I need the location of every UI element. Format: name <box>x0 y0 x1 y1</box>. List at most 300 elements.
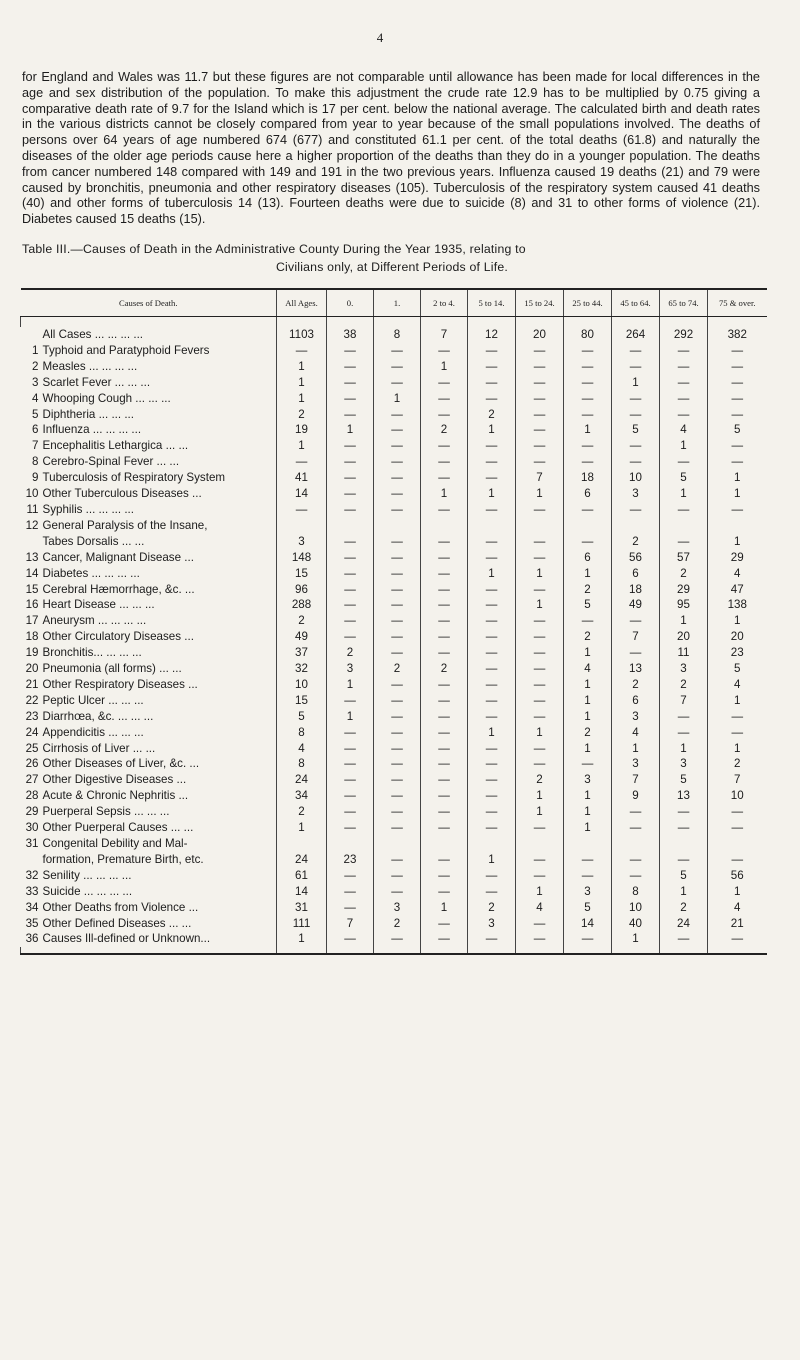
value-cell: — <box>468 772 516 788</box>
value-cell: — <box>327 693 374 709</box>
value-cell: 1 <box>516 788 564 804</box>
cause-label: Other Diseases of Liver, &c. ... <box>42 757 200 771</box>
value-cell: — <box>374 756 421 772</box>
value-cell: 3 <box>612 709 660 725</box>
value-cell: 3 <box>612 486 660 502</box>
row-number: 3 <box>32 375 39 389</box>
value-cell: 4 <box>708 900 767 916</box>
value-cell: — <box>421 645 468 661</box>
value-cell: 20 <box>516 327 564 343</box>
cause-cell <box>21 804 277 820</box>
row-number: 27 <box>25 773 39 787</box>
value-cell: 1 <box>564 422 612 438</box>
value-cell: — <box>516 502 564 518</box>
value-cell: — <box>374 788 421 804</box>
value-cell: 56 <box>612 550 660 566</box>
cause-cell <box>21 756 277 772</box>
row-number: 29 <box>25 805 39 819</box>
value-cell: 1 <box>277 359 327 375</box>
value-cell: — <box>516 693 564 709</box>
table-row <box>21 836 767 868</box>
cause-cell <box>21 597 277 613</box>
value-cell: 29 <box>708 550 767 566</box>
cause-cell <box>21 566 277 582</box>
value-cell: 3 <box>564 884 612 900</box>
header-cell: Causes of Death. <box>21 289 277 317</box>
value-cell: 111 <box>277 916 327 932</box>
value-cell: — <box>660 725 708 741</box>
table-row <box>21 884 767 900</box>
value-cell: — <box>468 804 516 820</box>
value-cell: — <box>327 566 374 582</box>
value-cell: 1 <box>564 741 612 757</box>
row-number: 10 <box>25 487 39 501</box>
value-cell: — <box>421 756 468 772</box>
row-number: 16 <box>25 598 39 612</box>
cause-cell <box>21 788 277 804</box>
value-cell: 14 <box>277 486 327 502</box>
table-row <box>21 931 767 947</box>
value-cell: — <box>421 550 468 566</box>
cause-cell <box>21 454 277 470</box>
value-cell: — <box>660 804 708 820</box>
table-row <box>21 756 767 772</box>
value-cell: 2 <box>277 804 327 820</box>
value-cell: 1 <box>612 931 660 947</box>
value-cell: 4 <box>516 900 564 916</box>
value-cell: 24 <box>277 772 327 788</box>
value-cell: 9 <box>612 788 660 804</box>
header-cell: 5 to 14. <box>468 289 516 317</box>
value-cell: 6 <box>612 566 660 582</box>
value-cell: 1 <box>564 709 612 725</box>
cause-label: Cirrhosis of Liver ... ... <box>42 741 156 755</box>
value-cell: — <box>374 693 421 709</box>
value-cell: — <box>660 359 708 375</box>
header-cell: 15 to 24. <box>516 289 564 317</box>
value-cell: — <box>421 725 468 741</box>
value-cell: — <box>374 709 421 725</box>
value-cell: — <box>564 343 612 359</box>
row-number: 13 <box>25 550 39 564</box>
value-cell: — <box>327 756 374 772</box>
value-cell: — <box>660 454 708 470</box>
value-cell: 7 <box>660 693 708 709</box>
cause-cell <box>21 391 277 407</box>
cause-cell <box>21 629 277 645</box>
table-row <box>21 375 767 391</box>
value-cell: — <box>468 502 516 518</box>
value-cell: 1 <box>708 486 767 502</box>
value-cell: — <box>421 454 468 470</box>
row-number: 35 <box>25 916 39 930</box>
value-cell: 1 <box>516 597 564 613</box>
value-cell: — <box>374 407 421 423</box>
value-cell: 264 <box>612 327 660 343</box>
value-cell: — <box>564 931 612 947</box>
table-body <box>21 317 767 955</box>
value-cell: 1 <box>468 566 516 582</box>
value-cell: — <box>468 343 516 359</box>
body-paragraph: for England and Wales was 11.7 but these figures are not comparable until allowance has been made for local differences in the age and sex distribution of the population. To make this adjustment the crude rate 12.9 has to be multiplied by 0.75 giving a comparative death rate of 9.7 for the Island which is 17 per cent. below the national average. The calculated birth and death rates in the various districts cannot be closely compared from year to year because of the small populations involved. The deaths of persons over 64 years of age numbered 674 (677) and constituted 61.1 per cent. of the total deaths (61.8) and naturally the diseases of the older age periods cause here a higher proportion of the deaths than they do in a younger population. The deaths from cancer numbered 148 compared with 149 and 191 in the two previous years. Influenza caused 19 deaths (21) and 79 were caused by bronchitis, pneumonia and other respiratory diseases (105). Tuberculosis of the respiratory system caused 41 deaths (40) and other forms of tuberculosis 14 (13). Fourteen deaths were due to suicide (8) and 31 to other forms of violence (21). Diabetes caused 15 deaths (15). <box>22 70 760 227</box>
row-number: 14 <box>25 566 39 580</box>
cause-cell <box>21 900 277 916</box>
value-cell: — <box>421 868 468 884</box>
cause-label: Cerebral Hæmorrhage, &c. ... <box>42 582 195 596</box>
value-cell: 2 <box>421 422 468 438</box>
value-cell: 1 <box>660 884 708 900</box>
value-cell: 5 <box>564 900 612 916</box>
table-row <box>21 741 767 757</box>
table-row <box>21 900 767 916</box>
table-row <box>21 820 767 836</box>
row-number: 20 <box>25 662 39 676</box>
cause-cell <box>21 836 277 868</box>
value-cell: — <box>277 454 327 470</box>
value-cell: 7 <box>516 470 564 486</box>
value-cell: — <box>516 931 564 947</box>
value-cell: — <box>327 407 374 423</box>
value-cell: — <box>468 613 516 629</box>
value-cell: 1 <box>516 566 564 582</box>
value-cell: 1 <box>564 645 612 661</box>
value-cell: 1 <box>564 693 612 709</box>
value-cell: 2 <box>612 677 660 693</box>
cause-cell <box>21 422 277 438</box>
spacer-row <box>21 317 767 328</box>
value-cell: 7 <box>612 772 660 788</box>
value-cell: 47 <box>708 582 767 598</box>
value-cell: 2 <box>468 900 516 916</box>
value-cell: 382 <box>708 327 767 343</box>
value-cell: — <box>564 391 612 407</box>
value-cell: 4 <box>660 422 708 438</box>
value-cell: 31 <box>277 900 327 916</box>
value-cell: — <box>708 438 767 454</box>
value-cell: 4 <box>708 566 767 582</box>
table-row <box>21 597 767 613</box>
value-cell: 19 <box>277 422 327 438</box>
value-cell: — <box>564 359 612 375</box>
value-cell: — <box>516 756 564 772</box>
value-cell: — <box>516 677 564 693</box>
value-cell: — <box>708 391 767 407</box>
value-cell: — <box>708 836 767 868</box>
causes-of-death-table <box>20 288 767 955</box>
table-row <box>21 725 767 741</box>
cause-label: Diphtheria ... ... ... <box>42 407 134 421</box>
value-cell: — <box>421 884 468 900</box>
value-cell: 1 <box>327 677 374 693</box>
value-cell: — <box>421 772 468 788</box>
value-cell: — <box>468 931 516 947</box>
cause-label: Senility ... ... ... ... <box>42 868 132 882</box>
cause-cell <box>21 645 277 661</box>
header-cell: 1. <box>374 289 421 317</box>
table-row <box>21 582 767 598</box>
value-cell: — <box>374 645 421 661</box>
value-cell: — <box>327 820 374 836</box>
value-cell: — <box>468 582 516 598</box>
value-cell: 61 <box>277 868 327 884</box>
value-cell: — <box>374 582 421 598</box>
value-cell: — <box>374 836 421 868</box>
cause-label: Heart Disease ... ... ... <box>42 598 155 612</box>
value-cell: — <box>612 407 660 423</box>
value-cell: 3 <box>277 518 327 550</box>
value-cell: 1 <box>708 693 767 709</box>
value-cell: — <box>660 931 708 947</box>
cause-cell <box>21 438 277 454</box>
value-cell: — <box>660 375 708 391</box>
value-cell: — <box>421 836 468 868</box>
value-cell: 29 <box>660 582 708 598</box>
value-cell: 4 <box>708 677 767 693</box>
value-cell: 1 <box>564 820 612 836</box>
cause-label: Causes Ill-defined or Unknown... <box>42 932 211 946</box>
table-row <box>21 407 767 423</box>
value-cell: 2 <box>564 725 612 741</box>
table-row <box>21 645 767 661</box>
value-cell: — <box>374 566 421 582</box>
value-cell: — <box>374 438 421 454</box>
value-cell: 2 <box>327 645 374 661</box>
value-cell: — <box>374 820 421 836</box>
value-cell: — <box>516 550 564 566</box>
value-cell: — <box>516 582 564 598</box>
value-cell: 1 <box>327 709 374 725</box>
table-row <box>21 422 767 438</box>
value-cell: — <box>612 868 660 884</box>
cause-label: Other Circulatory Diseases ... <box>42 630 194 644</box>
value-cell: — <box>660 391 708 407</box>
value-cell: — <box>421 804 468 820</box>
row-number: 17 <box>25 614 39 628</box>
value-cell: — <box>516 375 564 391</box>
value-cell: — <box>708 931 767 947</box>
header-cell: 25 to 44. <box>564 289 612 317</box>
value-cell: 8 <box>277 725 327 741</box>
row-number: 12 <box>25 518 39 532</box>
cause-label: Other Tuberculous Diseases ... <box>42 487 202 501</box>
value-cell: — <box>516 645 564 661</box>
value-cell: — <box>660 836 708 868</box>
value-cell: — <box>421 518 468 550</box>
row-number: 1 <box>32 343 39 357</box>
value-cell: 1 <box>660 741 708 757</box>
value-cell: 10 <box>612 470 660 486</box>
value-cell: 1 <box>277 375 327 391</box>
value-cell: 24 <box>660 916 708 932</box>
value-cell: — <box>421 693 468 709</box>
value-cell: 5 <box>708 422 767 438</box>
value-cell: 13 <box>612 661 660 677</box>
cause-cell <box>21 772 277 788</box>
table-row <box>21 454 767 470</box>
value-cell: — <box>421 407 468 423</box>
value-cell: 1103 <box>277 327 327 343</box>
value-cell: — <box>516 422 564 438</box>
value-cell: — <box>327 502 374 518</box>
value-cell: 20 <box>660 629 708 645</box>
cause-label: Aneurysm ... ... ... ... <box>42 614 147 628</box>
value-cell: — <box>468 375 516 391</box>
value-cell: 2 <box>277 613 327 629</box>
value-cell: — <box>327 900 374 916</box>
value-cell: 2 <box>277 407 327 423</box>
value-cell: 10 <box>708 788 767 804</box>
value-cell: — <box>374 518 421 550</box>
cause-label: Scarlet Fever ... ... ... <box>42 375 151 389</box>
value-cell: 8 <box>374 327 421 343</box>
value-cell: — <box>421 582 468 598</box>
page-number: 4 <box>376 30 384 45</box>
value-cell: — <box>612 613 660 629</box>
value-cell: — <box>327 804 374 820</box>
value-cell: 11 <box>660 645 708 661</box>
value-cell: — <box>612 804 660 820</box>
value-cell: — <box>564 454 612 470</box>
value-cell: 80 <box>564 327 612 343</box>
value-cell: 1 <box>660 613 708 629</box>
table-caption <box>22 240 762 276</box>
value-cell: — <box>421 566 468 582</box>
value-cell: 41 <box>277 470 327 486</box>
value-cell: — <box>516 661 564 677</box>
value-cell: — <box>374 629 421 645</box>
value-cell: — <box>327 741 374 757</box>
value-cell: 2 <box>564 629 612 645</box>
value-cell: 1 <box>277 438 327 454</box>
cause-label: General Paralysis of the Insane, <box>42 518 208 532</box>
cause-cell <box>21 375 277 391</box>
value-cell: — <box>327 931 374 947</box>
value-cell: 1 <box>564 566 612 582</box>
value-cell: — <box>374 502 421 518</box>
value-cell: — <box>468 391 516 407</box>
row-number: 26 <box>25 757 39 771</box>
value-cell: 2 <box>612 518 660 550</box>
row-number: 7 <box>32 439 39 453</box>
value-cell: — <box>612 391 660 407</box>
value-cell: 1 <box>564 804 612 820</box>
value-cell: 1 <box>564 788 612 804</box>
value-cell: 4 <box>277 741 327 757</box>
table-row <box>21 613 767 629</box>
value-cell: 1 <box>660 486 708 502</box>
value-cell: 1 <box>277 391 327 407</box>
value-cell: — <box>374 343 421 359</box>
table-row <box>21 438 767 454</box>
cause-label: Diabetes ... ... ... ... <box>42 566 140 580</box>
spacer-row <box>21 947 767 954</box>
value-cell: 1 <box>516 486 564 502</box>
value-cell: 14 <box>277 884 327 900</box>
value-cell: 138 <box>708 597 767 613</box>
table-row <box>21 804 767 820</box>
value-cell: — <box>468 884 516 900</box>
value-cell: 2 <box>660 900 708 916</box>
cause-label: All Cases ... ... ... ... <box>42 328 144 341</box>
value-cell: 1 <box>564 677 612 693</box>
row-number: 34 <box>25 900 39 914</box>
value-cell: — <box>516 741 564 757</box>
value-cell: 5 <box>612 422 660 438</box>
value-cell: 49 <box>277 629 327 645</box>
value-cell: — <box>327 359 374 375</box>
value-cell: — <box>468 597 516 613</box>
value-cell: 2 <box>374 661 421 677</box>
cause-label: Diarrhœa, &c. ... ... ... <box>42 709 154 723</box>
value-cell: — <box>374 597 421 613</box>
value-cell: — <box>327 550 374 566</box>
value-cell: 1 <box>708 884 767 900</box>
value-cell: — <box>327 343 374 359</box>
cause-label: Suicide ... ... ... ... <box>42 884 133 898</box>
value-cell: — <box>374 486 421 502</box>
value-cell: 1 <box>277 931 327 947</box>
value-cell: 7 <box>612 629 660 645</box>
value-cell: — <box>564 518 612 550</box>
value-cell: — <box>374 741 421 757</box>
table-row <box>21 788 767 804</box>
value-cell: — <box>660 820 708 836</box>
value-cell: 4 <box>564 661 612 677</box>
value-cell: 2 <box>708 756 767 772</box>
value-cell: 1 <box>327 422 374 438</box>
value-cell: 2 <box>660 566 708 582</box>
value-cell: 18 <box>564 470 612 486</box>
value-cell: — <box>374 454 421 470</box>
value-cell: — <box>564 375 612 391</box>
value-cell: — <box>327 884 374 900</box>
value-cell: 148 <box>277 550 327 566</box>
value-cell: — <box>374 422 421 438</box>
table-caption-line-1: Table III.—Causes of Death in the Administrative County During the Year 1935, relating to <box>22 242 526 256</box>
value-cell: 7 <box>421 327 468 343</box>
cause-cell <box>21 916 277 932</box>
value-cell: — <box>516 343 564 359</box>
table-row <box>21 343 767 359</box>
value-cell: — <box>468 454 516 470</box>
value-cell: — <box>421 788 468 804</box>
value-cell: — <box>708 502 767 518</box>
cause-cell <box>21 327 277 343</box>
value-cell: — <box>327 375 374 391</box>
value-cell: — <box>612 438 660 454</box>
value-cell: 3 <box>660 661 708 677</box>
value-cell: — <box>708 725 767 741</box>
row-number: 5 <box>32 407 39 421</box>
value-cell: 15 <box>277 566 327 582</box>
value-cell: — <box>708 454 767 470</box>
value-cell: — <box>421 502 468 518</box>
value-cell: 32 <box>277 661 327 677</box>
value-cell: — <box>468 709 516 725</box>
value-cell: — <box>374 804 421 820</box>
row-number: 6 <box>32 423 39 437</box>
value-cell: 5 <box>660 868 708 884</box>
value-cell: 1 <box>277 820 327 836</box>
value-cell: — <box>374 725 421 741</box>
value-cell: — <box>516 518 564 550</box>
cause-cell <box>21 868 277 884</box>
value-cell: — <box>374 613 421 629</box>
cause-label: Congenital Debility and Mal- <box>42 837 188 850</box>
value-cell: 1 <box>421 359 468 375</box>
cause-label: Cancer, Malignant Disease ... <box>42 550 194 564</box>
value-cell: — <box>708 359 767 375</box>
